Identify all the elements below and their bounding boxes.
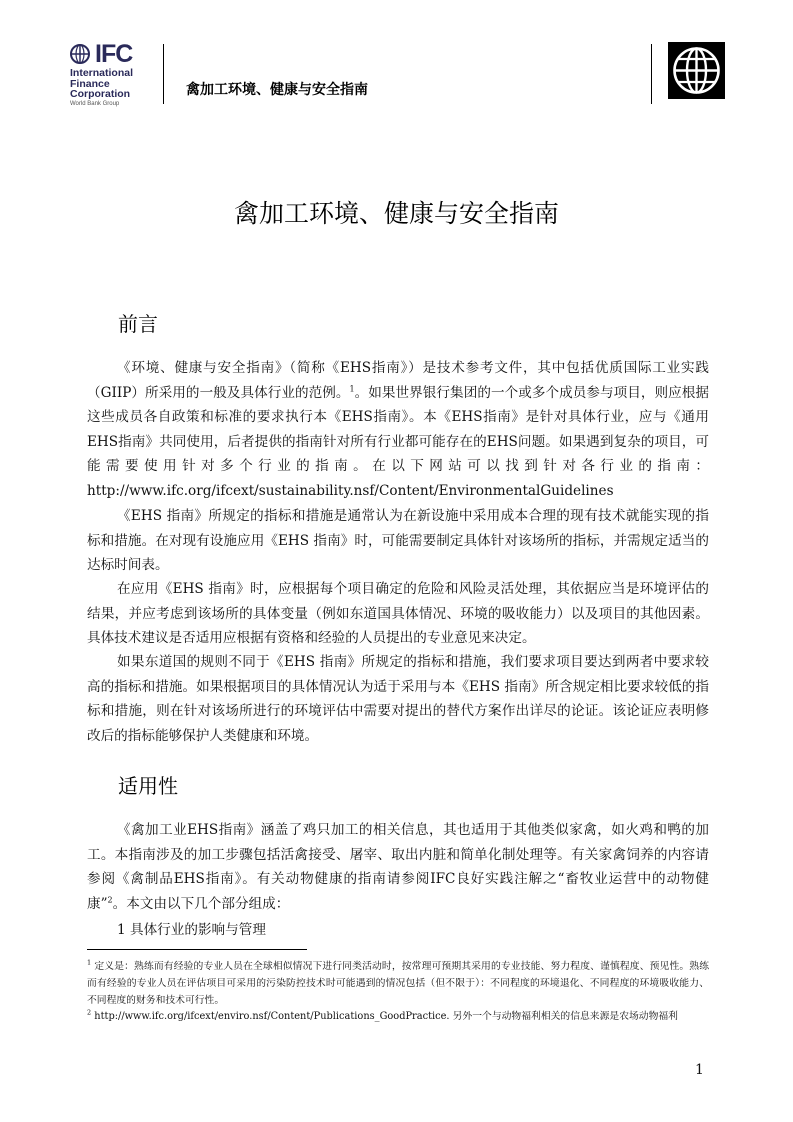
preface-paragraph-3: 在应用《EHS 指南》时，应根据每个项目确定的危险和风险灵活处理，其依据应当是环境评估的结果，并应考虑到该场所的具体变量（例如东道国具体情况、环境的吸收能力）以及项目的其他因素。具体技术建议是否适用应根据有资格和经验的人员提出的专业意见来决定。 [87, 581, 709, 647]
ifc-logo-line: Corporation [70, 88, 131, 100]
footnote-number: 2 [87, 1008, 92, 1017]
header-divider-left [163, 44, 164, 104]
paragraph-text: 。本文由以下几个部分组成： [112, 895, 290, 912]
preface-paragraph-2: 《EHS 指南》所规定的指标和措施是通常认为在新设施中采用成本合理的现有技术就能实现的指标和措施。在对现有设施应用《EHS 指南》时，可能需要制定具体针对该场所的指标，并需规定适当的达标时间表。 [87, 508, 709, 574]
ifc-globe-icon [70, 44, 94, 64]
ifc-logo [70, 40, 160, 107]
section-heading-applicability: 适用性 [118, 774, 178, 798]
header-divider-right [651, 44, 652, 104]
applicability-paragraph-1 [87, 818, 709, 916]
footnote-2 [87, 1008, 709, 1025]
footnote-number: 1 [87, 958, 92, 967]
preface-paragraph-4: 如果东道国的规则不同于《EHS 指南》所规定的指标和措施，我们要求项目要达到两者中要求较高的指标和措施。如果根据项目的具体情况认为适于采用与本《EHS 指南》所含规定相比要求较低的指标和措施，则在针对该场所进行的环境评估中需要对提出的替代方案作出详尽的论证。该论证应表明修改后的指标能够保护人类健康和环境。 [87, 654, 709, 744]
world-bank-globe-icon [668, 42, 725, 99]
preface-paragraph-1 [87, 356, 709, 504]
ifc-logo-line: Finance [70, 77, 110, 90]
document-title: 禽加工环境、健康与安全指南 [233, 199, 559, 228]
section-heading-preface: 前言 [118, 312, 158, 336]
ifc-logo-word: IFC [95, 40, 133, 68]
paragraph-text: 《环境、健康与安全指南》（简称《EHS指南》）是技术参考文件，其中包括优质国际工业实践（GIIP）所采用的一般及具体行业的范例。 [87, 360, 709, 401]
footnote-text: http://www.ifc.org/ifcext/enviro.nsf/Content/Publications_GoodPractice. 另外一个与动物福利相关的信息来源是农场动物福利 [94, 1011, 678, 1022]
ifc-logo-lines [70, 68, 133, 100]
page-header [0, 0, 793, 120]
ifc-logo-subtitle: World Bank Group [70, 101, 120, 107]
footnote-ref-2: 2 [107, 895, 113, 905]
paragraph-text: 。如果世界银行集团的一个或多个成员参与项目，则应根据这些成员各自政策和标准的要求执行本《EHS指南》。本《EHS指南》是针对具体行业，应与《通用EHS指南》共同使用，后者提供的指南针对所有行业都可能存在的EHS问题。如果遇到复杂的项目，可能需要使用针对多个行业的指南。在以下网站可以找到针对各行业的指南：http://www.ifc.org/ifcext/sustainability.nsf/Content/EnvironmentalGuidelines [87, 384, 710, 499]
paragraph-text: 《禽加工业EHS指南》涵盖了鸡只加工的相关信息，其也适用于其他类似家禽，如火鸡和鸭的加工。本指南涉及的加工步骤包括活禽接受、屠宰、取出内脏和简单化制处理等。有关家禽饲养的内容请参阅《禽制品EHS指南》。有关动物健康的指南请参阅IFC良好实践注解之“畜牧业运营中的动物健康” [87, 822, 709, 912]
list-item: 1 具体行业的影响与管理 [117, 922, 266, 938]
footnote-separator [87, 949, 307, 950]
footnote-text: 定义是：熟练而有经验的专业人员在全球相似情况下进行同类活动时，按常理可预期其采用的专业技能、努力程度、谨慎程度、预见性。熟练而有经验的专业人员在评估项目可采用的污染防控技术时可能遇到的情况包括（但不限于）：不同程度的环境退化、不同程度的环境吸收能力、不同程度的财务和技术可行性。 [87, 961, 709, 1006]
ifc-logo-line: International [70, 67, 134, 79]
header-title: 禽加工环境、健康与安全指南 [186, 82, 368, 98]
footnote-1 [87, 958, 709, 1009]
footnote-ref-1: 1 [349, 384, 355, 394]
page-number: 1 [695, 1062, 704, 1078]
